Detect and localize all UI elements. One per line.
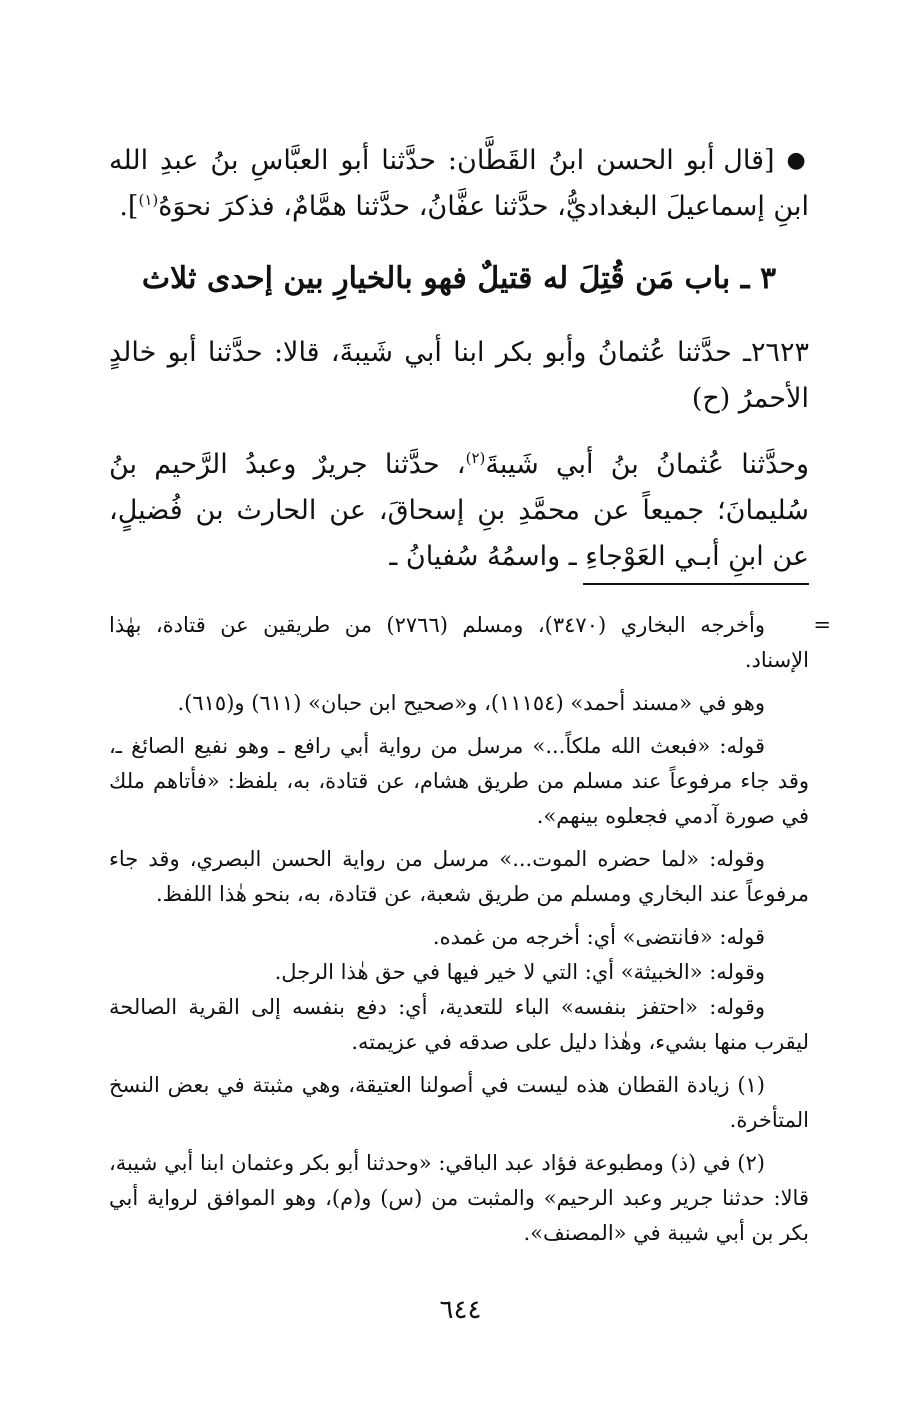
hadith-2623-isnad: ٢٦٢٣ـ حدَّثنا عُثمانُ وأبو بكر ابنا أبي شَيبةَ، قالا: حدَّثنا أبو خالدٍ الأحمرُ (ح) [109,337,809,414]
second-isnad [109,442,809,580]
bullet-icon: ● [786,148,809,173]
footnote-ref-2: (٢) [465,449,486,467]
page-number: ٦٤٤ [439,1295,482,1325]
footnote-line: وأخرجه البخاري (٣٤٧٠)، ومسلم (٢٧٦٦) من طريقين عن قتادة، بهٰذا الإسناد. [109,613,809,672]
second-isnad-rest: ، حدَّثنا جريرٌ وعبدُ الرَّحيم بنُ سُليمانَ؛ جميعاً عن محمَّدِ بنِ إسحاقَ، عن الحارث بن فُضيلٍ، عن ابنِ أبـي العَوْجاءِ ـ واسمُهُ سُفيانُ ـ [109,449,809,572]
footnote-line: وقوله: «احتفز بنفسه» الباء للتعدية، أي: دفع بنفسه إلى القرية الصالحة ليقرب منها بشيء، وهٰذا دليل على صدقه في عزيمته. [109,995,809,1054]
footnote-ref-1: (١) [138,191,159,209]
footnote-continuation-mark: = [813,613,831,637]
chapter-heading: ٣ ـ باب مَن قُتِلَ له قتيلٌ فهو بالخيارِ بين إحدى ثلاث [141,261,777,296]
footnote-line: وقوله: «لما حضره الموت...» مرسل من رواية الحسن البصري، وقد جاء مرفوعاً عند البخاري ومسلم من طريق شعبة، عن قتادة، به، بنحو هٰذا اللفظ. [109,847,809,906]
ibn-al-qattan-addition [109,138,809,230]
footnote-line: وقوله: «الخبيثة» أي: التي لا خير فيها في حق هٰذا الرجل. [274,960,765,984]
main-text [109,138,809,580]
footnote-line: قوله: «فبعث الله ملكاً...» مرسل من رواية أبي رافع ـ وهو نفيع الصائغ ـ، وقد جاء مرفوعاً عند مسلم من طريق هشام، عن قتادة، به، بلفظ: «فأتاهم ملك في صورة آدمي فجعلوه بينهم». [109,734,809,828]
footnote-2: (٢) في (ذ) ومطبوعة فؤاد عبد الباقي: «وحدثنا أبو بكر وعثمان ابنا أبي شيبة، قالا: حدثنا جرير وعبد الرحيم» والمثبت من (س) و(م)، وهو الموافق لرواية أبي بكر بن أبي شيبة في «المصنف». [109,1151,809,1245]
footnote-line: قوله: «فانتضى» أي: أخرجه من غمده. [432,925,765,949]
second-isnad-start: وحدَّثنا عُثمانُ بنُ أبي شَيبةَ [485,449,809,480]
footnote-1: (١) زيادة القطان هذه ليست في أصولنا العتيقة، وهي مثبتة في بعض النسخ المتأخرة. [109,1073,809,1132]
footnote-line: وهو في «مسند أحمد» (١١١٥٤)، و«صحيح ابن حبان» (٦١١) و(٦١٥). [177,691,765,715]
addition-text: [قال أبو الحسن ابنُ القَطَّان: حدَّثنا أبو العبَّاسِ بنُ عبدِ الله ابنِ إسماعيلَ البغداديُّ، حدَّثنا عفَّانُ، حدَّثنا همَّامٌ، فذكرَ نحوَهُ [109,145,809,222]
footnotes [109,608,809,1259]
addition-closing: ]. [119,191,139,222]
footnote-separator [583,583,809,585]
